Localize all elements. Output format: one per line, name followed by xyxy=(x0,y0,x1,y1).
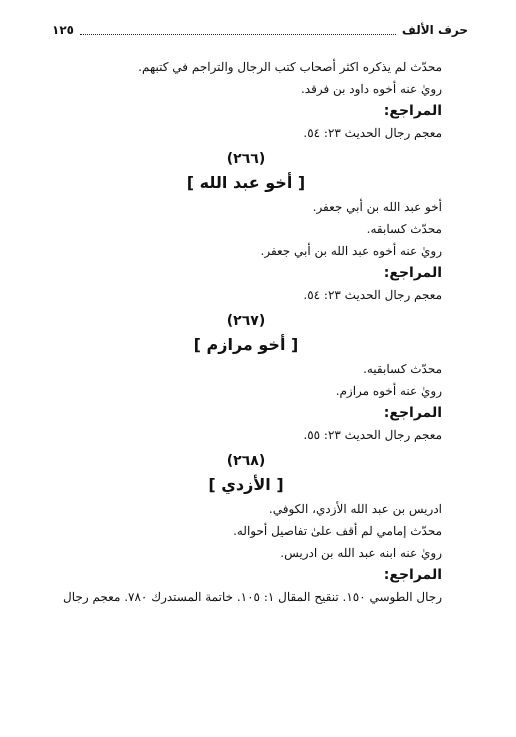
references-heading: المراجع: xyxy=(383,265,442,281)
entry-title: [ أخو عبد الله ] xyxy=(186,173,306,192)
section-title: حرف الألف xyxy=(401,23,468,37)
entry-number: (٢٦٨) xyxy=(226,453,266,469)
references-heading: المراجع: xyxy=(383,405,442,421)
running-header xyxy=(52,20,468,40)
body-line: أخو عبد الله بن أبي جعفر. xyxy=(312,200,442,214)
entry-number: (٢٦٦) xyxy=(226,151,266,167)
entry-268 xyxy=(20,450,442,608)
page-number: ١٢٥ xyxy=(52,23,74,37)
body-line: محدّث كسابقيه. xyxy=(363,362,442,376)
body-line: محدّث لم يذكره اكثر أصحاب كتب الرجال والتراجم في كتبهم. xyxy=(138,60,442,74)
entry-title: [ الأزدي ] xyxy=(208,475,284,494)
references-heading: المراجع: xyxy=(383,567,442,583)
references-text: رجال الطوسي ١٥٠. تنقيح المقال ١: ١٠٥. خاتمة المستدرك ٧٨٠. معجم رجال xyxy=(63,590,442,604)
intro-block xyxy=(20,56,442,144)
entry-number: (٢٦٧) xyxy=(226,313,266,329)
references-text: معجم رجال الحديث ٢٣: ٥٤. xyxy=(303,126,442,140)
page-body xyxy=(20,56,442,608)
body-line: محدّث كسابقه. xyxy=(366,222,442,236)
references-text: معجم رجال الحديث ٢٣: ٥٤. xyxy=(303,288,442,302)
body-line: محدّث إمامي لم أقف علىٰ تفاصيل أحواله. xyxy=(233,524,442,538)
entry-title: [ أخو مرازم ] xyxy=(193,335,299,354)
body-line: رويٰ عنه أخوه مرازم. xyxy=(335,384,442,398)
references-text: معجم رجال الحديث ٢٣: ٥٥. xyxy=(303,428,442,442)
references-heading: المراجع: xyxy=(383,103,442,119)
entry-267 xyxy=(20,310,442,446)
header-dot-leader xyxy=(80,26,396,35)
body-line: رويٰ عنه أخوه عبد الله بن أبي جعفر. xyxy=(260,244,442,258)
body-line: رويٰ عنه أخوه داود بن فرقد. xyxy=(300,82,442,96)
entry-266 xyxy=(20,148,442,306)
body-line: رويٰ عنه ابنه عبد الله بن ادريس. xyxy=(280,546,442,560)
body-line: ادريس بن عبد الله الأزدي، الكوفي. xyxy=(268,502,442,516)
